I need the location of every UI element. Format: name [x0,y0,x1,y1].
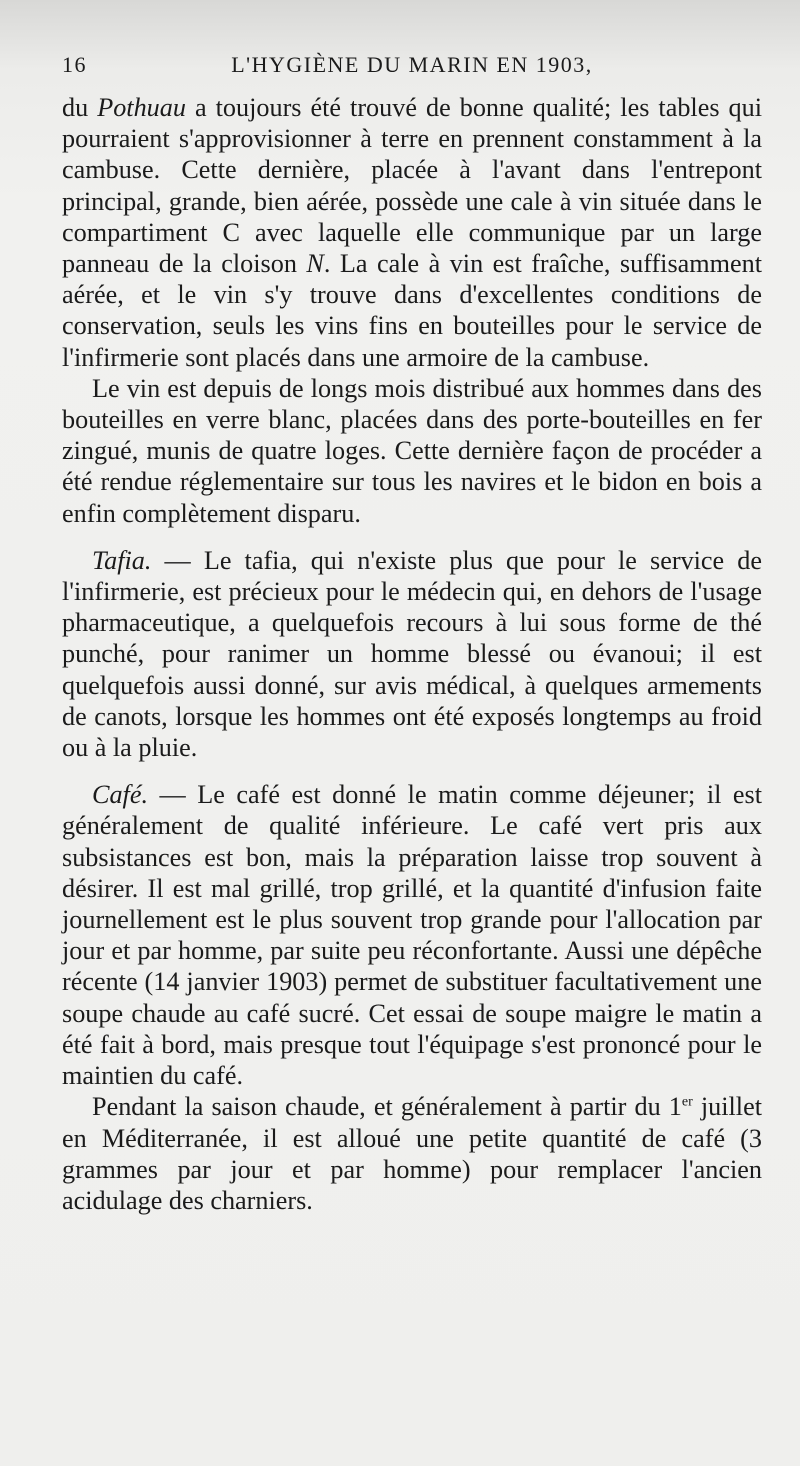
paragraph-tafia [62,545,762,763]
ordinal-superscript: er [681,1094,693,1110]
paragraph-cambuse [62,92,762,373]
paragraph-vin: Le vin est depuis de longs mois distribué aux hommes dans des bouteilles en verre blanc, placées dans des porte-bouteilles en fer zingué, munis de quatre loges. Cette dernière façon de procéder a été rendue réglementaire sur tous les navires et le bidon en bois a enfin complètement disparu. [62,373,762,528]
text-segment: Pendant la saison chaude, et généralement à partir du 1 [92,1092,682,1122]
paragraph-cafe [62,779,762,1091]
text-segment: juillet en Méditerranée, il est alloué une petite quantité de café (3 grammes par jour et par homme) pour remplacer l'ancien acidulage des charniers. [62,1092,762,1215]
running-title: L'HYGIÈNE DU MARIN EN 1903, [231,52,593,77]
paragraph-saison-chaude [62,1091,762,1216]
text-segment: — Le café est donné le matin comme déjeuner; il est généralement de qualité inférieure. Le café vert pris aux subsistances est bon, mais la préparation laisse trop souvent à désirer. Il est mal grillé, trop grillé, et la quantité d'infusion faite journellement est le plus souvent trop grande pour l'allocation par jour et par homme, par suite peu réconfortante. Aussi une dépêche récente (14 janvier 1903) permet de substituer facultativement une soupe chaude au café sucré. Cet essai de soupe maigre le matin a été fait à bord, mais presque tout l'équipage s'est prononcé pour le maintien du café. [62,780,762,1091]
text-segment: — Le tafia, qui n'existe plus que pour le service de l'infirmerie, est précieux pour le médecin qui, en dehors de l'usage pharmaceutique, a quelquefois recours à lui sous forme de thé punché, pour ranimer un homme blessé ou évanoui; il est quelquefois aussi donné, sur avis médical, à quelques armements de canots, lorsque les hommes ont été exposés longtemps au froid ou à la pluie. [62,545,762,763]
text-segment: . La cale à vin est fraîche, suffisamment aérée, et le vin s'y trouve dans d'excellentes conditions de conservation, seuls les vins fins en bouteilles pour le service de l'infirmerie sont placés dans une armoire de la cambuse. [62,249,762,372]
text-segment: a toujours été trouvé de bonne qualité; les tables qui pourraient s'approvisionner à terre en prennent constamment à la cambuse. Cette dernière, placée à l'avant dans l'entrepont principal, grande, bien aérée, possède une cale à vin située dans le compartiment C avec laquelle elle communique par un large panneau de la cloison [62,93,762,279]
ship-name: Pothuau [97,93,186,122]
section-lead-tafia: Tafia. [92,545,152,575]
section-lead-cafe: Café. [92,780,149,810]
page-header [62,52,762,92]
bulkhead-letter: N [306,249,324,279]
text-segment: du [62,93,98,122]
page-number: 16 [62,52,87,77]
